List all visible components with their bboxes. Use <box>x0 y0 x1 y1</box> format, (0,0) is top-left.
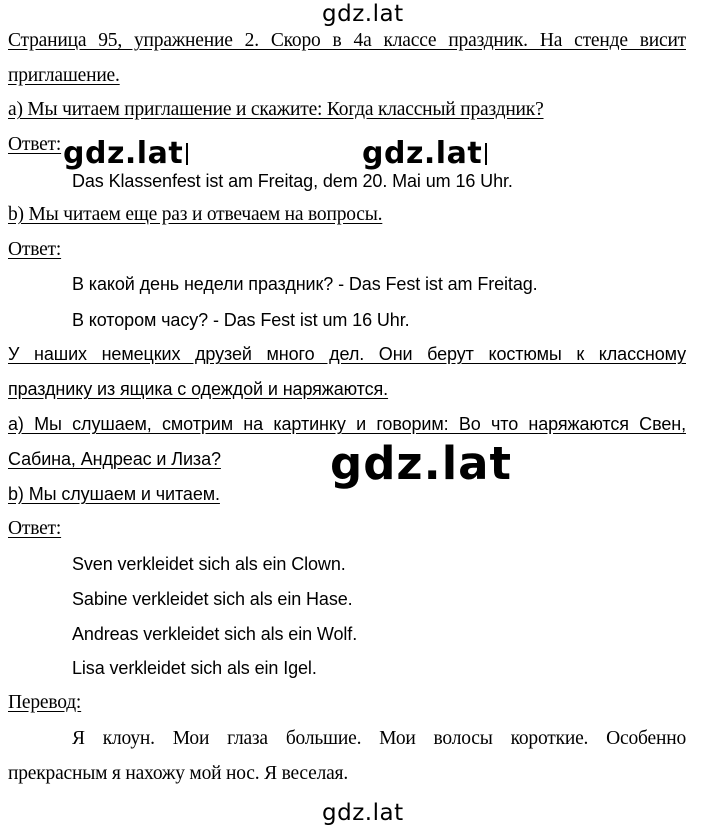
task-b-answer-label: Ответ: <box>8 239 62 260</box>
task-b2-answer-label: Ответ: <box>8 518 62 539</box>
watermark-right-text: gdz.lat <box>362 136 483 171</box>
task-b2-answer-4: Lisa verkleidet sich als ein Igel. <box>72 658 317 678</box>
task-b2-answer-2: Sabine verkleidet sich als ein Hase. <box>72 589 353 609</box>
watermark-right-caret <box>485 143 487 165</box>
translation-line-2: прекрасным я нахожу мой нос. Я веселая. <box>8 763 349 784</box>
translation-line-1: Я клоун. Мои глаза большие. Мои волосы короткие. Особенно <box>72 728 686 749</box>
watermark-left-caret <box>186 143 188 165</box>
intro2-line-2: празднику из ящика с одеждой и наряжаются. <box>8 379 389 399</box>
task-b2-answer-3: Andreas verkleidet sich als ein Wolf. <box>72 624 358 644</box>
task-a2-line-1: а) Мы слушаем, смотрим на картинку и говорим: Во что наряжаются Свен, <box>8 414 686 434</box>
task-b2-question: b) Мы слушаем и читаем. <box>8 484 220 504</box>
task-a-answer: Das Klassenfest ist am Freitag, dem 20. Mai um 16 Uhr. <box>72 171 513 191</box>
watermark-bottom: gdz.lat <box>322 800 404 826</box>
watermark-left-text: gdz.lat <box>63 136 184 171</box>
task-b-qa-2: В котором часу? - Das Fest ist um 16 Uhr. <box>72 310 410 330</box>
task-a-answer-label: Ответ: <box>8 134 62 155</box>
exercise-heading-line-2: приглашение. <box>8 65 120 86</box>
task-b-question: b) Мы читаем еще раз и отвечаем на вопросы. <box>8 204 383 225</box>
task-b2-answer-1: Sven verkleidet sich als ein Clown. <box>72 554 346 574</box>
watermark-left <box>63 136 188 171</box>
task-a2-line-2: Сабина, Андреас и Лиза? <box>8 449 221 469</box>
exercise-heading-line-1: Страница 95, упражнение 2. Скоро в 4а классе праздник. На стенде висит <box>8 30 686 51</box>
watermark-center: gdz.lat <box>330 437 513 490</box>
task-a-question: а) Мы читаем приглашение и скажите: Когда классный праздник? <box>8 99 544 120</box>
watermark-right <box>362 136 487 171</box>
intro2-line-1: У наших немецких друзей много дел. Они берут костюмы к классному <box>8 344 686 364</box>
task-b-qa-1: В какой день недели праздник? - Das Fest ist am Freitag. <box>72 274 538 294</box>
translation-label: Перевод: <box>8 692 82 713</box>
watermark-top: gdz.lat <box>322 1 404 27</box>
